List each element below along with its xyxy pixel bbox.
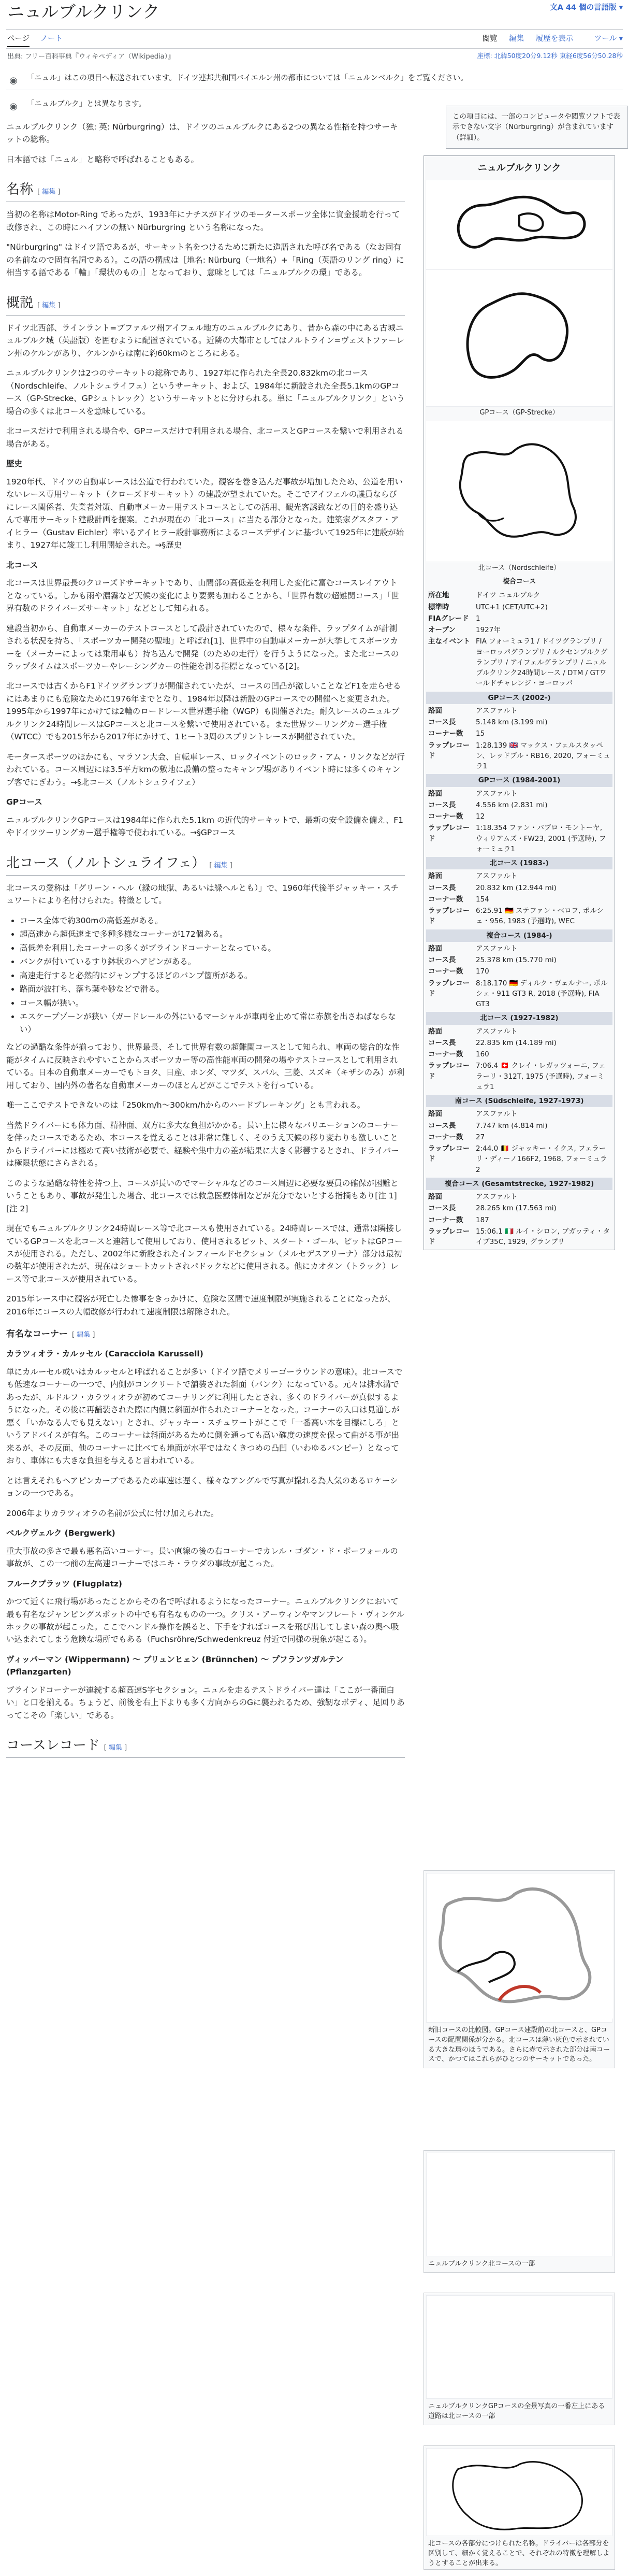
infobox-row-label: 路面 [428, 789, 442, 798]
north-course-sections-map[interactable] [426, 2448, 612, 2536]
north-course-photo[interactable] [426, 2153, 612, 2256]
list-item: • コース幅が狭い。 [20, 997, 405, 1009]
infobox-row [426, 740, 612, 772]
infobox-row-label: コーナー数 [428, 729, 463, 738]
north-course-map[interactable] [426, 421, 612, 562]
infobox-row [426, 894, 612, 905]
infobox-row [426, 811, 612, 822]
paragraph: 重大事故の多さで最も悪名高いコーナー。長い直線の後の右コーナーでカレル・ゴダン・ド・ボーフォールの事故が、この一つ前の左高速コーナーではニキ・ラウダの事故が起こった。 [6, 1546, 398, 1569]
heading-overview: 概説 [ 編集 ] [6, 293, 405, 316]
edit-link[interactable]: 編集 [77, 1331, 91, 1339]
paragraph: ニュルブルクリンクGPコースは1984年に作られた5.1km の近代的サーキットで、最新の安全設備を備え、F1やドイツツーリングカー選手権等で使われている。→§GPコース [6, 815, 404, 838]
infobox-row-value: 8:18.170 🇩🇪 ディルク・ヴェルナー, ポルシェ・911 GT3 R, 2018 (予選時), FIA GT3 [476, 979, 608, 1008]
paragraph: 北コースだけで利用される場合や、GPコースだけで利用される場合、北コースとGPコースを繋いで利用される場合がある。 [6, 426, 404, 449]
infobox-row-label: 路面 [428, 1193, 442, 1201]
infobox-row-value: 1:28.139 🇬🇧 マックス・フェルスタッペン、レッドブル・RB16, 2020, フォーミュラ1 [476, 741, 610, 770]
hatnote-icon: ◉ [9, 75, 18, 86]
paragraph: 現在でもニュルブルクリンク24時間レース等で北コースも使用されている。24時間レースでは、通常は隣接しているGPコースを北コースと連結して使用しており、使用されるピット、スタート・ゴール、ピットはGPコースが使用される。ただし、2002年に新設されたインフィールドセクション（メルセデスアリーナ）部分は最初の数年が使用されたが、現在はショートカットされパドックなどに使用される。他にカオタン（トラック）レース等で北コースが使用されている。 [6, 1224, 403, 1284]
track-map-gp [442, 274, 597, 398]
intro-paragraph-2: 日本語では「ニュル」と略称で呼ばれることもある。 [6, 154, 199, 164]
article-body [6, 121, 405, 1758]
complex-course-caption: 複合コース [502, 577, 536, 585]
list-item: • 高低差を利用したコーナーの多くがブラインドコーナーとなっている。 [20, 942, 405, 954]
infobox-row [426, 978, 612, 1010]
infobox-layout-header: 南コース (Südschleife, 1927-1973) [426, 1095, 612, 1107]
list-item: • 高速走行すると必然的にジャンプするほどのバンプ箇所がある。 [20, 969, 405, 982]
infobox-row-label: ラップレコード [428, 1227, 470, 1246]
thumbnail-caption: ニュルブルクリンク北コースの一部 [428, 2260, 535, 2268]
heading-course-record: コースレコード [ 編集 ] [6, 1735, 405, 1758]
infobox-row [426, 870, 612, 882]
tab-read[interactable]: 閲覧 [482, 35, 498, 43]
infobox-row-value: 12 [476, 812, 485, 821]
paragraph: このような過酷な特性を持つ上、コースが長いのでマーシャルなどのコース周辺に必要な要員の確保が困難ということもあり、事故が発生した場合、北コースでは救急医療体制などが充分でないとする指摘もあり[注 1][注 2] [6, 1178, 399, 1213]
infobox-row-label: コース長 [428, 718, 456, 726]
infobox-row-value: ドイツ ニュルブルク [476, 591, 541, 600]
infobox-row [426, 799, 612, 811]
paragraph: かつて近くに飛行場があったことからその名で呼ばれるようになったコーナー。ニュルブルクリンクにおいて最も有名なジャンピングスポットの中でも有名なものの一つ。クリス・アーウィンやマンフレート・ヴィンケルホックの事故が起こった。ここでハンドル操作を誤ると、下手をすればコースを飛び出してしまい森の奥へ吸い込まれてしまう危険な場所でもある（Fuchsröhre/Schwedenkreuz 付近で同様の現象が起こる）。 [6, 1597, 405, 1644]
infobox-row [426, 822, 612, 855]
thumbnail-caption: 新旧コースの比較図。GPコース建設前の北コースと、GPコースの配置関係が分かる。北コースは薄い灰色で示されている大きな環のほうである。さらに赤で示された部分は南コースで、かつてはこれらがひとつのサーキットであった。 [428, 2026, 610, 2064]
infobox-row [426, 1191, 612, 1203]
sections-map-svg [427, 2449, 613, 2537]
paragraph: 1920年代、ドイツの自動車レースは公道で行われていた。観客を巻き込んだ事故が増加したため、公道を用いないレース専用サーキット（クローズドサーキット）の建設が望まれていた。そこでアイフェルの議員ならびにレース関係者、失業者対策、自動車メーカー用テストコースとしての活用、観光客誘致などの目的を盛り込んで専用サーキット建設計画を提案。これが現在の「北コース」に当たる部分となった。建築家グスタフ・アイヒラー（Gustav Eichler）率いるアイヒラー設計事務所によるコースデザインに基づいて1925年に建設が始まり、1927年に竣工し利用開始された。→§歴史 [6, 477, 404, 550]
infobox-row [426, 1049, 612, 1060]
infobox-row-label: ラップレコード [428, 907, 470, 926]
infobox-row [426, 705, 612, 717]
paragraph: ブラインドコーナーが連続する超高速S字セクション。ニュルを走るテストドライバー達は「ここが一番面白い」と口を揃える。ちょうど、前後を右上下よりも多く方向からのGに襲われるため、強靭なボディ、足回りあってこその「楽しい」である。 [6, 1685, 405, 1720]
infobox-row-value: 15 [476, 729, 485, 738]
infobox-row [426, 943, 612, 954]
infobox-row-label: FIAグレード [428, 614, 469, 623]
paragraph: 単にカルーセル或いはカルッセルと呼ばれることが多い（ドイツ語でメリーゴーラウンドの意味）。北コースでも低速なコーナーの一つで、内側がコンクリートで舗装された斜面（バンク）になっている。元々は排水溝であったが、ルドルフ・カラツィオラが初めてコーナリングに利用したとされ、多くのドライバーが真似するようになった。その後に再舗装された際に内側に斜面が作られたコーナーとなった。コーナーの入口は見通しが悪く「いかなる人でも見えない」とされ、ジャッキー・スチュワートがここで「一番高い木を目標にしろ」というアドバイスが有名。このコーナーは斜面があるために側を通っても高い確度の速度を保って曲がる事が出来るが、その反面、他のコーナーに比べても地面が水平ではなくきつめの凸凹（いわゆるバンピー）となっており、車体にも大きな負担を与えると言われている。 [6, 1367, 403, 1466]
infobox-row-label: ラップレコード [428, 1144, 470, 1164]
page-tabs [6, 30, 623, 49]
infobox-row-label: 標準時 [428, 603, 449, 611]
list-item: • 超高速から超低速まで多種多様なコーナーが172個ある。 [20, 928, 405, 940]
infobox-row-value: 22.835 km (14.189 mi) [476, 1038, 557, 1047]
heading-gp-course: GPコース [6, 797, 42, 807]
infobox-layout-header: 北コース (1983-) [426, 857, 612, 869]
paragraph: とは言えそれもヘアピンカーブであるため車速は遅く、様々なアングルで写真が撮れる為人気のあるロケーションの一つである。 [6, 1476, 398, 1498]
infobox-row-label: コース長 [428, 1204, 456, 1213]
infobox-row-label: オープン [428, 626, 456, 634]
heading-north-course: 北コース [6, 560, 38, 570]
infobox-row-value: アスファルト [476, 872, 518, 881]
thumbnail-north-course-sections [423, 2445, 615, 2570]
infobox-row-label: コース長 [428, 883, 456, 892]
paragraph: 当然ドライバーにも体力面、精神面、双方に多大な負担がかかる。長い上に様々なバリエーションのコーナーを伴ったコースであるため、本コースを覚えることは非常に難しく、そのうえ天候の移り変わりも激しいことからドライバーには極めて高い技術が必要で、経験や集中力の差が結果に大きく影響するとされ、ドライバーは極限状態にさらされる。 [6, 1120, 399, 1168]
infobox [423, 155, 615, 1250]
infobox-row-label: コーナー数 [428, 967, 463, 976]
corner-title: ベルクヴェルク (Bergwerk) [6, 1528, 115, 1538]
infobox-row-label: 主なイベント [428, 637, 470, 646]
infobox-row [426, 1037, 612, 1049]
infobox-row [426, 788, 612, 799]
thumbnail-gp-course-photo [423, 2293, 615, 2425]
infobox-row [426, 636, 612, 689]
thumbnail-north-course-photo [423, 2150, 615, 2273]
infobox-row-value: 27 [476, 1133, 485, 1141]
infobox-row-value: 5.148 km (3.199 mi) [476, 718, 548, 726]
heading-famous-corners: 有名なコーナー [ 編集 ] [6, 1329, 95, 1340]
paragraph: 2015年レース中に観客が死亡した惨事をきっかけに、危険な区間で速度制限が実施されることになったが、2016年にコースの大幅改修が行われて速度制限は解除された。 [6, 1294, 396, 1316]
paragraph: 唯一ここでテストできないのは「250km/h〜300km/hからのハードブレーキング」とも言われる。 [6, 1100, 366, 1110]
edit-link[interactable]: 編集 [42, 301, 56, 309]
infobox-row-label: 路面 [428, 944, 442, 953]
infobox-row [426, 728, 612, 739]
translate-icon: 文A [550, 4, 566, 12]
gp-course-aerial-photo[interactable] [426, 2295, 612, 2399]
infobox-row-value: 7.747 km (4.814 mi) [476, 1121, 548, 1130]
infobox-row-value: 1927年 [476, 626, 501, 634]
corner-title: フルークプラッツ (Flugplatz) [6, 1579, 122, 1588]
infobox-row [426, 1203, 612, 1214]
infobox-row-value: UTC+1 (CET/UTC+2) [476, 603, 548, 611]
corner-title: ヴィッパーマン (Wippermann) 〜 ブリュンヒェン (Brünnchen) 〜 プフランツガルテン (Pflanzgarten) [6, 1654, 344, 1677]
infobox-row-value: 1:18.354 ファン・パブロ・モントーヤ, ウィリアムズ・FW23, 2001 (予選時), フォーミュラ1 [476, 824, 606, 853]
paragraph: ニュルブルクリンクは2つのサーキットの総称であり、1927年に作られた全長20.832kmの北コース（Nordschleife、ノルトシュライフェ）というサーキット、および、1984年に新設された全長5.1kmのGPコース（GP-Strecke、GPシュトレック）というサーキットとに分けられる。単に「ニュルブルクリンク」という場合の多くは北コースを意味している。 [6, 368, 405, 416]
infobox-layout-header: GPコース (1984-2001) [426, 774, 612, 786]
paragraph: モータースポーツのほかにも、マラソン大会、自転車レース、ロックイベントのロック・アム・リンクなどが行われている。コース周辺には3.5平方kmの敷地に設備の整ったキャンプ場がありイベント時には多くのキャンプ客でにぎわう。→§北コース（ノルトシュライフェ） [6, 752, 405, 787]
infobox-row-value: 20.832 km (12.944 mi) [476, 883, 557, 892]
language-button[interactable]: 文A 44 個の言語版 ▾ [550, 4, 623, 12]
infobox-row [426, 905, 612, 927]
infobox-row [426, 1108, 612, 1120]
gp-course-map[interactable] [426, 270, 612, 406]
paragraph: 北コースは世界最長のクローズドサーキットであり、山間部の高低差を利用した変化に富むコースレイアウトとなっている。しかも雨や濃霧など天候の変化により要素も加わることから、「世界有数の超難関コース」「世界有数のドライバーズサーキット」などとして知られる。 [6, 578, 399, 613]
infobox-row-value: アスファルト [476, 1110, 518, 1119]
infobox-row-label: コース長 [428, 800, 456, 809]
infobox-row [426, 954, 612, 966]
tab-page[interactable]: ページ [7, 35, 30, 47]
infobox-row-label: コーナー数 [428, 812, 463, 821]
infobox-row [426, 1143, 612, 1176]
edit-link[interactable]: 編集 [108, 1744, 122, 1752]
infobox-row-value: アスファルト [476, 944, 518, 953]
list-item: • 路面が波打ち、落ち葉や砂などで滑る。 [20, 983, 405, 995]
infobox-row-label: ラップレコード [428, 824, 470, 843]
infobox-row-label: コース長 [428, 956, 456, 964]
article-header [6, 0, 623, 30]
track-map-north [442, 425, 597, 554]
infobox-row-value: アスファルト [476, 789, 518, 798]
track-map-complex [442, 184, 597, 262]
infobox-row-value: FIA フォーミュラ1 / ドイツグランプリ / ヨーロッパグランプリ / ルクセンブルクグランプリ / アイフェルグランプリ / ニュルブルクリンク24時間レース / DTM / GTワールドチャレンジ・ヨーロッパ [476, 637, 608, 688]
paragraph: ドイツ北西部、ラインラント=プファルツ州アイフェル地方のニュルブルクにあり、昔から森の中にある古城ニュルブルク城（英語版）を囲むように配置されている。近隣の大都市としてはノルトライン=ヴェストファーレン州のケルンがあり、ケルンからは南に約60kmのところにある。 [6, 323, 404, 358]
thumbnail-course-comparison [423, 1870, 615, 2068]
paragraph: などの過酷な条件が揃っており、世界最長、そして世界有数の超難関コースとして知られ、車両の総合的な性能がタイムに反映されやすいことからスポーツカー等の高性能車両の開発の場やテストコースとして利用されている。日本の自動車メーカーでもトヨタ、日産、ホンダ、マツダ、スバル、三菱、スズキ（キザシのみ）が利用しており、国内外の著名な自動車メーカーのほとんどがここでテストを行っている。 [6, 1042, 405, 1090]
infobox-row-value: 7:06.4 🇨🇭 クレイ・レガッツォーニ, フェラーリ・312T, 1975 (予選時), フォーミュラ1 [476, 1062, 606, 1091]
hatnote-1: ◉ 「ニュル」はこの項目へ転送されています。ドイツ連邦共和国バイエルン州の都市については「ニュルンベルク」をご覧ください。 [6, 67, 623, 90]
paragraph: "Nürburgring" はドイツ語であるが、サーキット名をつけるために新たに造語された呼び名である（なお固有の名前なので固有名詞である）。この語の構成は［地名: Nürburg（一地名）+「Ring（英語のリング ring）に相当する語である「輪」「環状のもの」］となっており、意味としては「ニュルブルクの環」である。 [6, 242, 404, 278]
infobox-row-label: コース長 [428, 1121, 456, 1130]
hatnote-2: ◉ 「ニュルブルク」とは異なります。 [6, 93, 623, 116]
list-item: • バンクが付いているすり鉢状のヘアピンがある。 [20, 955, 405, 968]
infobox-row-label: コーナー数 [428, 1215, 463, 1224]
infobox-row-value: アスファルト [476, 1027, 518, 1036]
heading-nordschleife: 北コース（ノルトシュライフェ） [ 編集 ] [6, 853, 405, 876]
infobox-row-label: 所在地 [428, 591, 449, 600]
paragraph: 北コースでは古くからF1ドイツグランプリが開催されていたが、コースの凹凸が激しいことなどF1を走らせるにはあまりにも危険なために1976年までとなり、1984年以降は新設のGPコースでの開催へと変更された。1995年から1997年にかけては2輪のロードレース世界選手権（WGP）も開催された。耐久レースのニュルブルクリンク24時間レースはGPコースと北コースを繋いで使用されている。また世界ツーリングカー選手権（WTCC）でも2015年から2017年にかけて、1ヒート3周のスプリントレースが開催されていた。 [6, 681, 401, 742]
special-characters-note: この項目には、一部のコンピュータや閲覧ソフトで表示できない文字（Nürburgring）が含まれています（詳細）。 [446, 106, 628, 149]
corner-title: カラツィオラ・カルッセル (Caracciola Karussell) [6, 1349, 203, 1359]
infobox-row [426, 624, 612, 636]
infobox-row-value: 4.556 km (2.831 mi) [476, 800, 548, 809]
infobox-row [426, 1132, 612, 1143]
complex-course-map[interactable] [426, 180, 612, 270]
infobox-row-label: 路面 [428, 1027, 442, 1036]
intro-paragraph: ニュルブルクリンク（独: 英: Nürburgring）は、ドイツのニュルブルクにある2つの異なる性格を持つサーキットの総称。 [6, 122, 398, 145]
thumbnail-caption: 北コースの各部分につけられた名称。ドライバーは各部分を区別して、細かく覚えることで、それぞれの特徴を理解しようとすることが出来る。 [428, 2540, 610, 2567]
infobox-row-value: 154 [476, 895, 489, 904]
tab-edit[interactable]: 編集 [509, 35, 524, 43]
infobox-row [426, 590, 612, 601]
tab-talk[interactable]: ノート [40, 35, 63, 43]
gp-course-caption: GPコース（GP-Strecke） [479, 408, 559, 417]
infobox-row-label: コーナー数 [428, 1133, 463, 1141]
infobox-row-value: アスファルト [476, 706, 518, 715]
infobox-row [426, 613, 612, 624]
infobox-row-value: 6:25.91 🇩🇪 ステファン・ベロフ, ポルシェ・956, 1983 (予選時), WEC [476, 907, 604, 926]
page-title: ニュルブルクリンク [7, 2, 160, 22]
coordinates-link[interactable]: 座標: 北緯50度20分9.12秒 東経6度56分50.28秒 [477, 52, 623, 60]
thumbnail-caption: ニュルブルクリンクGPコースの全景写真の一番左上にある道路は北コースの一部 [428, 2402, 605, 2420]
hatnote-icon: ◉ [9, 101, 18, 112]
infobox-title: ニュルブルクリンク [477, 163, 561, 174]
infobox-row-label: 路面 [428, 706, 442, 715]
infobox-row-value: 28.265 km (17.563 mi) [476, 1204, 557, 1213]
infobox-row-label: コーナー数 [428, 895, 463, 904]
edit-link[interactable]: 編集 [214, 861, 228, 869]
infobox-row [426, 717, 612, 728]
feature-list [20, 914, 405, 1036]
infobox-row-value: 160 [476, 1050, 489, 1058]
paragraph: 建設当初から、自動車メーカーのテストコースとして設計されていたので、様々な条件、ラップタイムが計測される状況を持ち、「スポーツカー開発の聖地」と呼ばれ[1]、世界中の自動車メーカーが大挙してスポーツカーを（メーカーによっては乗用車も）持ち込んで開発（のための走行）を行うようになった。また北コースのラップタイムはスポーツカーやレーシングカーの性能を測る指標となっている[2]。 [6, 623, 399, 671]
infobox-row [426, 882, 612, 894]
infobox-layout-header: 複合コース (1984-) [426, 929, 612, 942]
infobox-row-label: 路面 [428, 872, 442, 881]
heading-name: 名称 [ 編集 ] [6, 179, 405, 202]
infobox-layout-header: 北コース (1927-1982) [426, 1012, 612, 1024]
infobox-layouts [426, 692, 612, 1248]
infobox-row-label: ラップレコード [428, 1062, 470, 1081]
infobox-row [426, 1060, 612, 1093]
infobox-row-value: 170 [476, 967, 489, 976]
course-comparison-map[interactable] [426, 1873, 612, 2023]
infobox-layout-header: GPコース (2002-) [426, 692, 612, 704]
course-comparison-svg [427, 1873, 613, 2019]
tab-history[interactable]: 履歴を表示 [535, 35, 574, 43]
paragraph: 2006年よりカラツィオラの名前が公式に付け加えられた。 [6, 1508, 219, 1518]
heading-history: 歴史 [6, 459, 23, 469]
paragraph: 北コースの愛称は「グリーン・ヘル（緑の地獄、あるいは緑ヘルとも）」で、1960年代後半ジャッキー・スチュワートにより名付けられた。特徴として。 [6, 883, 399, 906]
infobox-row-label: 路面 [428, 1110, 442, 1119]
infobox-row [426, 1214, 612, 1226]
infobox-row [426, 1026, 612, 1037]
infobox-row-value: 25.378 km (15.770 mi) [476, 956, 557, 964]
infobox-row-value: 2:44.0 🇧🇪 ジャッキー・イクス, フェラーリ・ディーノ166F2, 1968, フォーミュラ2 [476, 1144, 607, 1174]
infobox-row-value: 15:06.1 🇮🇹 ルイ・シロン, ブガッティ・タイプ35C, 1929, グランプリ [476, 1227, 610, 1246]
infobox-row-value: アスファルト [476, 1193, 518, 1201]
edit-link[interactable]: 編集 [42, 188, 56, 196]
list-item: • コース全体で約300mの高低差がある。 [20, 914, 405, 927]
infobox-row-value: 187 [476, 1215, 489, 1224]
infobox-layout-header: 複合コース (Gesamtstrecke, 1927-1982) [426, 1178, 612, 1190]
tagline: 出典: フリー百科事典『ウィキペディア（Wikipedia）』 座標: 北緯50度20分9.12秒 東経6度56分50.28秒 [7, 52, 623, 61]
infobox-row [426, 966, 612, 977]
infobox-general [426, 590, 612, 689]
infobox-row [426, 602, 612, 613]
infobox-row-label: ラップレコード [428, 741, 470, 760]
infobox-row-value: 1 [476, 614, 480, 623]
list-item: • エスケープゾーンが狭い（ガードレールの外にいるマーシャルが車両を止めて常に赤旗を出さねばならない） [20, 1010, 405, 1036]
infobox-row-label: コース長 [428, 1038, 456, 1047]
paragraph: 当初の名称はMotor-Ring であったが、1933年にナチスがドイツのモータースポーツ全体に資金援助を行って改修され、この時にハイフンの無い Nürburgring という名称になった。 [6, 210, 400, 232]
tab-tools[interactable]: ツール ▾ [594, 35, 623, 43]
infobox-row-label: コーナー数 [428, 1050, 463, 1058]
north-course-caption: 北コース（Nordschleife） [478, 564, 561, 573]
infobox-row [426, 1226, 612, 1248]
infobox-row-label: ラップレコード [428, 979, 470, 998]
infobox-row [426, 1120, 612, 1132]
